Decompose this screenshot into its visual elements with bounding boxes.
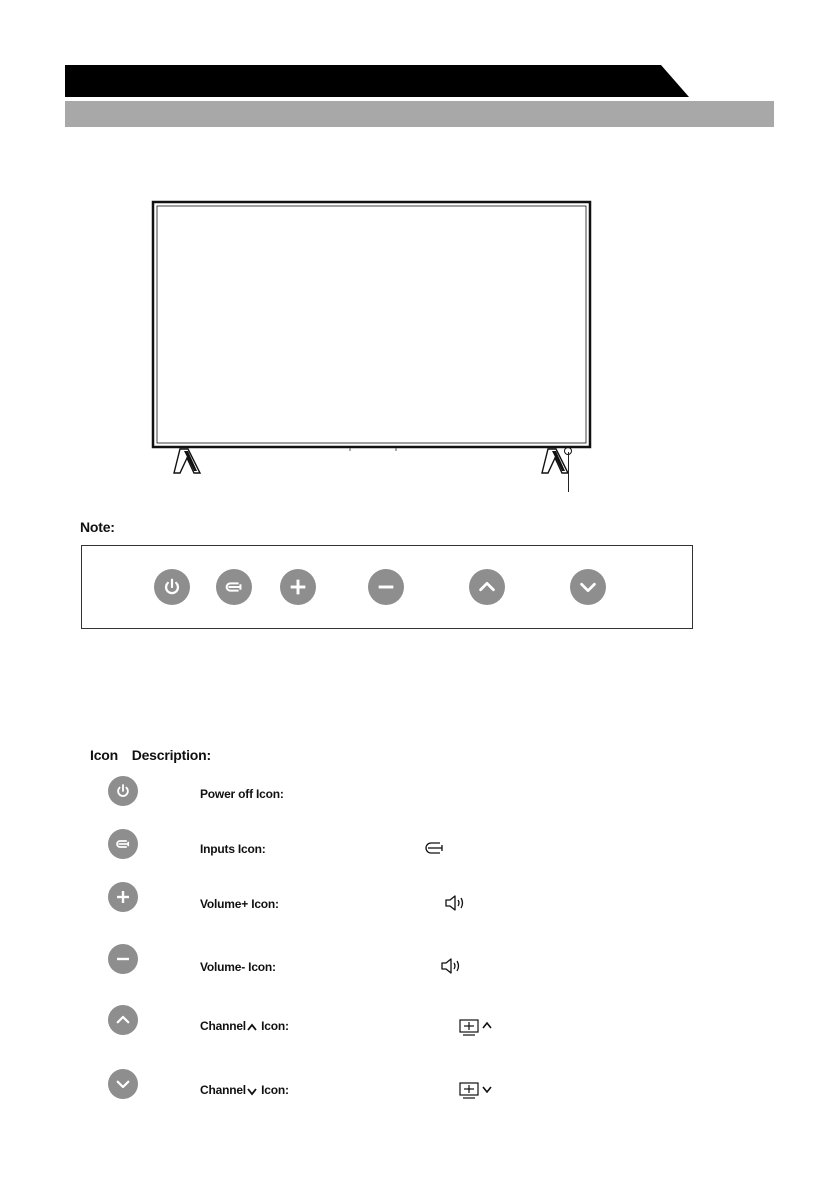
speaker-icon [444,893,466,913]
chevron-up-icon [476,576,498,598]
chevron-up-icon [246,1022,258,1032]
volume-down-label: Volume- Icon: [200,960,276,974]
channel-up-label-text: Channel [200,1019,246,1033]
channel-down-label-text: Channel [200,1083,246,1097]
icon-column-header: Icon [90,747,118,763]
tv-stand-right [542,449,568,473]
pointer-line [568,452,569,492]
channel-up-button-icon [108,1005,138,1035]
power-icon [161,576,183,598]
inputs-button-icon [108,829,138,859]
plus-icon [114,888,132,906]
channel-down-button-icon [108,1069,138,1099]
minus-icon [114,950,132,968]
chevron-up-icon [114,1011,132,1029]
volume-up-button[interactable] [280,569,316,605]
channel-down-symbol-icon [458,1081,498,1101]
volume-down-button[interactable] [368,569,404,605]
chevron-down-icon [246,1086,258,1096]
inputs-icon [114,835,132,853]
volume-up-label: Volume+ Icon: [200,897,279,911]
power-icon [114,782,132,800]
volume-up-button-icon [108,882,138,912]
channel-up-button[interactable] [469,569,505,605]
channel-down-label [200,1083,289,1097]
plus-icon [287,576,309,598]
chevron-down-icon [577,576,599,598]
tv-illustration [150,195,596,495]
note-label: Note: [80,519,115,535]
description-column-header: Description: [131,747,211,763]
description-header [90,747,211,763]
inputs-button[interactable] [216,569,252,605]
chevron-down-icon [114,1075,132,1093]
channel-down-button[interactable] [570,569,606,605]
control-panel-box [81,545,693,629]
tv-stand-left [174,449,200,473]
channel-up-label-suffix: Icon: [257,1019,289,1033]
channel-up-label [200,1019,289,1033]
channel-down-label-suffix: Icon: [257,1083,289,1097]
header-bar [65,65,689,97]
channel-up-symbol-icon [458,1018,498,1038]
power-off-label: Power off Icon: [200,787,284,801]
volume-down-button-icon [108,944,138,974]
inputs-icon [223,576,245,598]
minus-icon [375,576,397,598]
power-button[interactable] [154,569,190,605]
section-bar [65,101,774,127]
inputs-label: Inputs Icon: [200,842,266,856]
input-symbol-icon [424,840,446,856]
speaker-icon [440,956,462,976]
power-button-icon [108,776,138,806]
